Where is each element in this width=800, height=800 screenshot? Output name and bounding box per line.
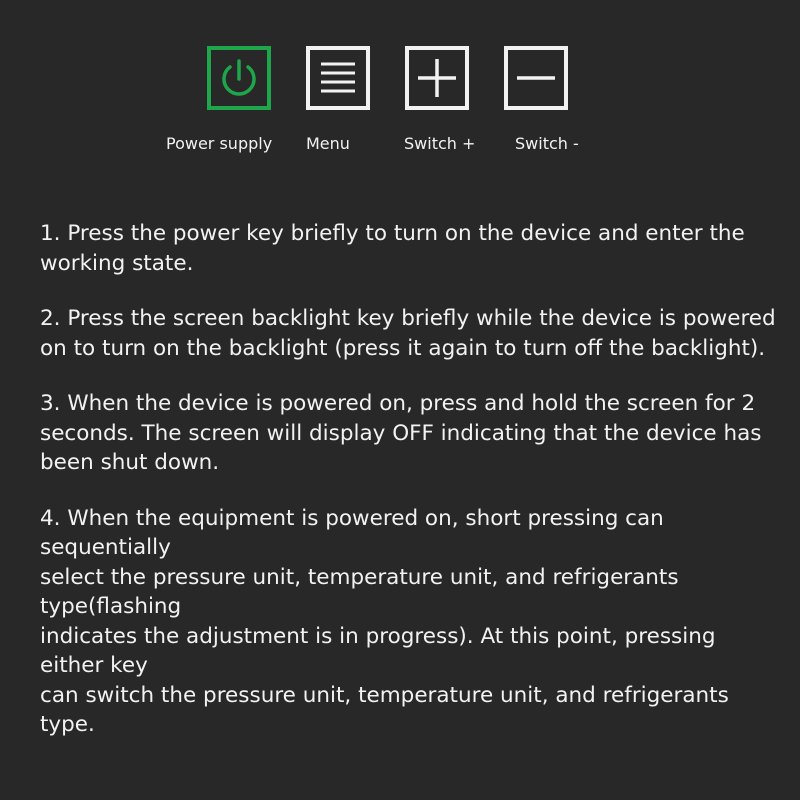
switch-plus-key[interactable] [405,46,469,110]
switch-minus-label: Switch - [515,134,579,153]
instruction-step-4: 4. When the equipment is powered on, short pressing can sequentially select the pressure unit, temperature unit, and refrigerants type(flashing indicates the adjustment is in progress). At this point, pressing either key can switch the pressure unit, temperature unit, and refrigerants type. [40,505,729,737]
menu-key-label: Menu [306,134,350,153]
key-legend [0,0,800,170]
instruction-step-1: 1. Press the power key briefly to turn on the device and enter the working state. [40,221,745,276]
power-key[interactable] [207,46,271,110]
menu-icon [310,50,366,106]
instruction-step-2: 2. Press the screen backlight key briefly while the device is powered on to turn on the backlight (press it again to turn off the backlight). [40,306,776,361]
minus-icon [508,50,564,106]
instruction-step-3: 3. When the device is powered on, press and hold the screen for 2 seconds. The screen will display OFF indicating that the device has been shut down. [40,391,762,475]
plus-icon [409,50,465,106]
menu-key[interactable] [306,46,370,110]
switch-minus-key[interactable] [504,46,568,110]
power-key-label: Power supply [166,134,273,153]
power-icon [211,50,267,106]
instructions-list [40,219,785,766]
switch-plus-label: Switch + [404,134,476,153]
